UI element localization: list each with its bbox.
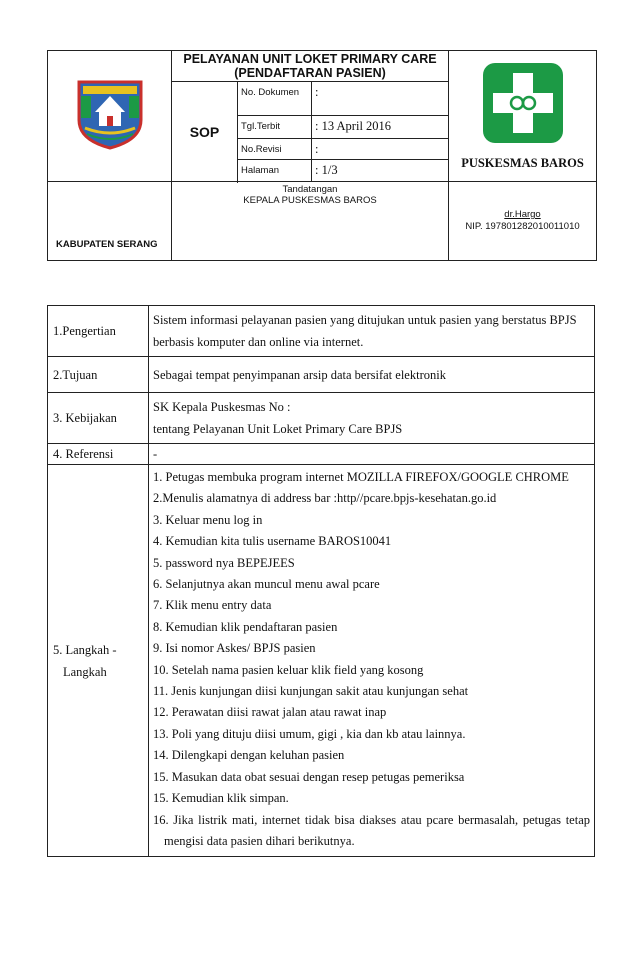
step-item: 11. Jenis kunjungan diisi kunjungan sakit atau kunjungan sehat: [153, 684, 469, 699]
kebijakan-line-2: tentang Pelayanan Unit Loket Primary Care BPJS: [153, 422, 403, 436]
signature-block: [172, 182, 449, 261]
row-pengertian: [48, 306, 595, 357]
value-langkah: [149, 465, 595, 857]
pengertian-line-1: Sistem informasi pelayanan pasien yang ditujukan untuk pasien yang berstatus BPJS: [153, 313, 577, 327]
pengertian-line-2: berbasis komputer dan online via internet.: [153, 335, 364, 349]
value-kebijakan: [149, 393, 595, 444]
meta-label-no-dokumen: No. Dokumen: [238, 82, 312, 115]
step-item: 3. Keluar menu log in: [153, 512, 263, 527]
doctor-nip: NIP. 197801282010011010: [465, 221, 580, 232]
langkah-label-line-1: 5. Langkah -: [53, 642, 117, 657]
step-item: 13. Poli yang dituju diisi umum, gigi , kia dan kb atau lainnya.: [153, 726, 466, 741]
step-item: 5. password nya BEPEJEES: [153, 555, 295, 570]
row-referensi: [48, 444, 595, 465]
step-item: 14. Dilengkapi dengan keluhan pasien: [153, 748, 345, 763]
doctor-name: dr.Hargo: [504, 209, 541, 220]
meta-table: [238, 82, 448, 181]
meta-value-no-revisi: :: [312, 138, 449, 159]
step-item: 7. Klik menu entry data: [153, 598, 272, 613]
label-langkah: [48, 465, 149, 857]
value-referensi: -: [149, 444, 595, 465]
signature-label: Tandatangan: [282, 184, 338, 195]
langkah-label-line-2: Langkah: [63, 664, 107, 679]
puskesmas-logo-icon: [481, 61, 565, 145]
puskesmas-logo-cell: [449, 51, 597, 182]
signature-role: KEPALA PUSKESMAS BAROS: [243, 195, 377, 206]
sop-header-table: [47, 50, 597, 261]
step-item: 6. Selanjutnya akan muncul menu awal pcare: [153, 577, 380, 592]
step-item: 15. Masukan data obat sesuai dengan resep petugas pemeriksa: [153, 769, 465, 784]
meta-value-tgl-terbit: : 13 April 2016: [312, 115, 449, 138]
value-pengertian: [149, 306, 595, 357]
step-item: 10. Setelah nama pasien keluar klik field yang kosong: [153, 662, 424, 677]
label-tujuan: 2.Tujuan: [48, 357, 149, 393]
sop-title: PELAYANAN UNIT LOKET PRIMARY CARE (PENDAFTARAN PASIEN): [172, 51, 449, 82]
meta-label-halaman: Halaman: [238, 159, 312, 181]
sop-content-table: [47, 305, 595, 857]
meta-value-halaman: : 1/3: [315, 162, 338, 177]
kabupaten-label: KABUPATEN SERANG: [48, 182, 172, 261]
step-item-continuation: mengisi data pasien dihari berikutnya.: [164, 833, 355, 848]
step-item: 16. Jika listrik mati, internet tidak bisa diakses atau pcare bermasalah, petugas tetap: [153, 812, 590, 827]
kabupaten-serang-emblem-icon: [73, 78, 147, 150]
label-pengertian: 1.Pengertian: [48, 306, 149, 357]
step-item: 12. Perawatan diisi rawat jalan atau rawat inap: [153, 705, 387, 720]
step-item: 1. Petugas membuka program internet MOZILLA FIREFOX/GOOGLE CHROME: [153, 470, 569, 484]
value-tujuan: Sebagai tempat penyimpanan arsip data bersifat elektronik: [149, 357, 595, 393]
step-item: 8. Kemudian klik pendaftaran pasien: [153, 619, 338, 634]
step-item: 2.Menulis alamatnya di address bar :http//pcare.bpjs-kesehatan.go.id: [153, 491, 497, 506]
row-tujuan: [48, 357, 595, 393]
kabupaten-logo-cell: [48, 51, 172, 182]
row-kebijakan: [48, 393, 595, 444]
sop-label: SOP: [172, 82, 238, 182]
kebijakan-line-1: SK Kepala Puskesmas No :: [153, 400, 291, 414]
step-item: 15. Kemudian klik simpan.: [153, 791, 289, 806]
step-item: 9. Isi nomor Askes/ BPJS pasien: [153, 641, 316, 656]
meta-value-no-dokumen: :: [312, 82, 449, 115]
label-referensi: 4. Referensi: [48, 444, 149, 465]
meta-block: [238, 82, 449, 182]
puskesmas-name: PUSKESMAS BAROS: [461, 156, 584, 170]
meta-label-tgl-terbit: Tgl.Terbit: [238, 115, 312, 138]
row-langkah: [48, 465, 595, 857]
step-item: 4. Kemudian kita tulis username BAROS10041: [153, 534, 392, 549]
label-kebijakan: 3. Kebijakan: [48, 393, 149, 444]
meta-label-no-revisi: No.Revisi: [238, 138, 312, 159]
doctor-block: [449, 182, 597, 261]
